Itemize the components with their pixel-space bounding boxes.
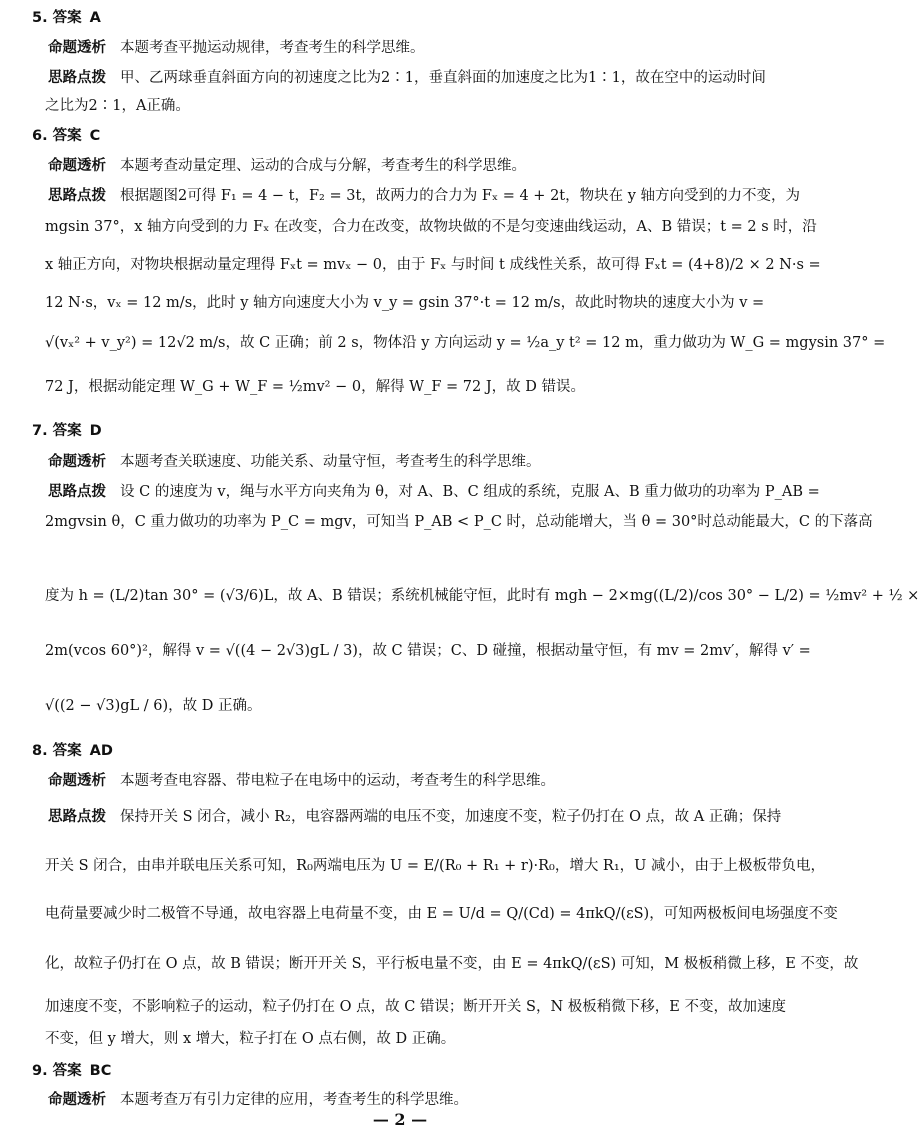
q9-answer: BC — [89, 1063, 112, 1079]
hint-line: 2mgvsin θ，C 重力做功的功率为 P_C = mgv，可知当 P_AB < P_C 时，总动能增大，当 θ = 30°时总动能最大，C 的下落高 — [45, 514, 873, 530]
analysis-label: 命题透析 — [48, 773, 106, 789]
hint-label: 思路点拨 — [48, 484, 106, 500]
q9-number: 9. 答案 — [32, 1063, 82, 1079]
analysis-text: 本题考查电容器、带电粒子在电场中的运动，考查考生的科学思维。 — [120, 773, 555, 789]
q6-header — [32, 127, 744, 145]
q5-answer: A — [89, 10, 101, 26]
q5-analysis — [48, 39, 757, 57]
q6-hint — [48, 187, 801, 205]
hint-line: 12 N·s，vₓ = 12 m/s，此时 y 轴方向速度大小为 v_y = gsin 37°·t = 12 m/s，故此时物块的速度大小为 v = — [45, 295, 765, 311]
q5-header — [32, 9, 744, 27]
analysis-text: 本题考查万有引力定律的应用，考查考生的科学思维。 — [120, 1092, 468, 1108]
hint-label: 思路点拨 — [48, 188, 106, 204]
hint-line: 2m(vcos 60°)²，解得 v = √((4 − 2√3)gL / 3)，故 C 错误；C、D 碰撞，根据动量守恒，有 mv = 2mv′，解得 v′ = — [45, 643, 811, 659]
analysis-label: 命题透析 — [48, 158, 106, 174]
q7-number: 7. 答案 — [32, 423, 82, 439]
page-number: — 2 — — [372, 1110, 428, 1129]
q7-hint — [48, 483, 820, 501]
q8-number: 8. 答案 — [32, 743, 82, 759]
analysis-text: 本题考查关联速度、功能关系、动量守恒，考查考生的科学思维。 — [120, 454, 541, 470]
analysis-text: 本题考查平抛运动规律，考查考生的科学思维。 — [120, 40, 425, 56]
hint-line: 度为 h = (L/2)tan 30° = (√3/6)L，故 A、B 错误；系统机械能守恒，此时有 mgh − 2×mg((L/2)/cos 30° − L/2) = ½mv² + ½ × — [45, 588, 919, 604]
q9-header — [32, 1062, 744, 1080]
q7-analysis — [48, 453, 757, 471]
analysis-label: 命题透析 — [48, 1092, 106, 1108]
hint-line: 设 C 的速度为 v，绳与水平方向夹角为 θ，对 A、B、C 组成的系统，克服 A、B 重力做功的功率为 P_AB = — [120, 484, 820, 500]
q8-analysis — [48, 772, 757, 790]
hint-label: 思路点拨 — [48, 809, 106, 825]
q7-answer: D — [89, 423, 102, 439]
q8-hint — [48, 808, 782, 826]
q5-hint — [48, 69, 766, 87]
q7-header — [32, 422, 744, 440]
hint-line: √(vₓ² + v_y²) = 12√2 m/s，故 C 正确；前 2 s，物体沿 y 方向运动 y = ½a_y t² = 12 m，重力做功为 W_G = mgysin 37° = — [45, 335, 886, 351]
hint-line: √((2 − √3)gL / 6)，故 D 正确。 — [45, 698, 262, 714]
hint-line: 开关 S 闭合，由串并联电压关系可知，R₀两端电压为 U = E/(R₀ + R₁ + r)·R₀，增大 R₁，U 减小，由于上极板带负电， — [45, 858, 825, 874]
analysis-text: 本题考查动量定理、运动的合成与分解，考查考生的科学思维。 — [120, 158, 526, 174]
q8-answer: AD — [89, 743, 113, 759]
hint-label: 思路点拨 — [48, 70, 106, 86]
hint-line: 不变，但 y 增大，则 x 增大，粒子打在 O 点右侧，故 D 正确。 — [45, 1031, 456, 1047]
q8-header — [32, 742, 744, 760]
analysis-label: 命题透析 — [48, 40, 106, 56]
q5-number: 5. 答案 — [32, 10, 82, 26]
hint-line: 根据题图2可得 F₁ = 4 − t，F₂ = 3t，故两力的合力为 Fₓ = 4 + 2t，物块在 y 轴方向受到的力不变，为 — [120, 188, 801, 204]
hint-line: 保持开关 S 闭合，减小 R₂，电容器两端的电压不变，加速度不变，粒子仍打在 O 点，故 A 正确；保持 — [120, 809, 782, 825]
q6-number: 6. 答案 — [32, 128, 82, 144]
hint-line: 72 J，根据动能定理 W_G + W_F = ½mv² − 0，解得 W_F = 72 J，故 D 错误。 — [45, 379, 585, 395]
hint-line: x 轴正方向，对物块根据动量定理得 Fₓt = mvₓ − 0，由于 Fₓ 与时间 t 成线性关系，故可得 Fₓt = (4+8)/2 × 2 N·s = — [45, 257, 821, 273]
hint-line: 之比为2∶1，A正确。 — [45, 98, 190, 114]
hint-line: mgsin 37°，x 轴方向受到的力 Fₓ 在改变，合力在改变，故物块做的不是匀变速曲线运动，A、B 错误；t = 2 s 时，沿 — [45, 219, 817, 235]
q6-answer: C — [89, 128, 101, 144]
hint-line: 化，故粒子仍打在 O 点，故 B 错误；断开开关 S，平行板电量不变，由 E = 4πkQ/(εS) 可知，M 极板稍微上移，E 不变，故 — [45, 956, 859, 972]
hint-line: 电荷量要减少时二极管不导通，故电容器上电荷量不变，由 E = U/d = Q/(Cd) = 4πkQ/(εS)，可知两极板间电场强度不变 — [45, 906, 838, 922]
hint-line: 甲、乙两球垂直斜面方向的初速度之比为2∶1，垂直斜面的加速度之比为1∶1，故在空中的运动时间 — [120, 70, 766, 86]
analysis-label: 命题透析 — [48, 454, 106, 470]
q9-analysis — [48, 1091, 757, 1109]
q6-analysis — [48, 157, 757, 175]
hint-line: 加速度不变，不影响粒子的运动，粒子仍打在 O 点，故 C 错误；断开开关 S，N 极板稍微下移，E 不变，故加速度 — [45, 999, 786, 1015]
